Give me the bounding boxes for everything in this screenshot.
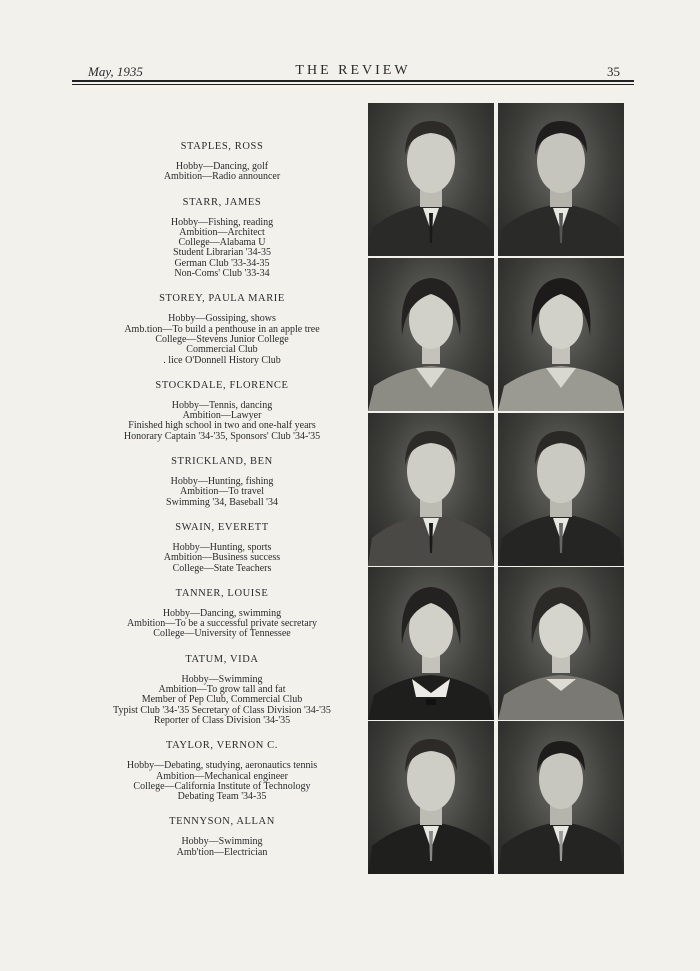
bio-line: Hobby—Dancing, swimming <box>162 607 282 619</box>
bio-line: Ambition—To grow tall and fat <box>158 684 286 696</box>
bio-line: Hobby—Debating, studying, aeronautics tennis <box>126 760 318 772</box>
bio-line: Non-Coms' Club '33-34 <box>174 268 270 280</box>
issue-date: May, 1935 <box>88 64 143 79</box>
bio-line: Amb.tion—To build a penthouse in an apple tree <box>124 323 320 335</box>
page-header <box>72 62 634 82</box>
student-name: TANNER, LOUISE <box>175 587 269 599</box>
student-name: TAYLOR, VERNON C. <box>165 740 279 752</box>
bio-line: Ambition—To be a successful private secretary <box>126 618 318 630</box>
bio-line: Hobby—Hunting, fishing <box>170 476 274 488</box>
student-name: STAPLES, ROSS <box>180 141 264 152</box>
bio-line: Ambition—Architect <box>179 226 265 238</box>
bio-line: College—Stevens Junior College <box>155 333 289 345</box>
bio-line: Hobby—Hunting, sports <box>172 541 272 553</box>
student-entry <box>76 292 368 365</box>
bio-line: Honorary Captain '34-'35, Sponsors' Club '34-'35 <box>123 430 321 442</box>
portrait-photo <box>498 721 624 874</box>
bio-line: Ambition—Lawyer <box>182 410 262 422</box>
student-entry <box>76 379 368 442</box>
bio-line: Typist Club '34-'35 Secretary of Class Division '34-'35 <box>113 704 331 716</box>
student-entry <box>76 587 368 640</box>
student-entry <box>76 815 368 858</box>
portrait-photo <box>498 258 624 411</box>
portrait-grid <box>368 103 624 873</box>
bio-line: Ambition—Radio announcer <box>163 171 281 183</box>
student-entry <box>76 521 368 574</box>
student-name: STOCKDALE, FLORENCE <box>155 379 289 391</box>
bio-line: Commercial Club <box>186 344 258 356</box>
bio-line: Debating Team '34-35 <box>177 791 267 803</box>
bio-line: College—Alabama U <box>178 237 266 249</box>
portrait-photo <box>368 413 494 566</box>
bio-line: Hobby—Gossiping, shows <box>168 313 276 325</box>
bio-line: . lice O'Donnell History Club <box>163 354 281 366</box>
bio-line: Hobby—Fishing, reading <box>170 216 274 228</box>
portrait-photo <box>498 567 624 720</box>
portrait-photo <box>498 413 624 566</box>
bio-line: Hobby—Swimming <box>181 836 263 848</box>
student-entry <box>76 196 368 280</box>
student-entry <box>76 739 368 802</box>
student-entry <box>76 455 368 508</box>
bio-line: Swimming '34, Baseball '34 <box>166 496 278 508</box>
bio-line: Amb'tion—Electrician <box>176 846 268 858</box>
bio-line: College—University of Tennessee <box>153 628 291 640</box>
portrait-photo <box>368 103 494 256</box>
portrait-photo <box>498 103 624 256</box>
student-name: SWAIN, EVERETT <box>175 521 269 533</box>
bio-line: Ambition—To travel <box>179 486 264 498</box>
student-bios <box>76 140 368 871</box>
portrait-photo <box>368 721 494 874</box>
student-name: TENNYSON, ALLAN <box>169 816 275 828</box>
student-name: STARR, JAMES <box>182 196 262 208</box>
student-entry <box>76 140 368 183</box>
bio-line: Hobby—Tennis, dancing <box>171 399 273 411</box>
bio-line: College—State Teachers <box>172 562 272 574</box>
publication-title: THE REVIEW <box>295 63 411 78</box>
student-entry <box>76 653 368 726</box>
bio-line: Reporter of Class Division '34-'35 <box>153 714 291 726</box>
header-rule-thin <box>72 84 634 85</box>
portrait-photo <box>368 258 494 411</box>
bio-line: Student Librarian '34-35 <box>173 247 271 259</box>
bio-line: Hobby—Dancing, golf <box>175 161 269 172</box>
student-name: STRICKLAND, BEN <box>171 456 273 468</box>
student-name: STOREY, PAULA MARIE <box>159 293 285 305</box>
portrait-photo <box>368 567 494 720</box>
bio-line: Hobby—Swimming <box>181 673 263 685</box>
bio-line: German Club '33-34-35 <box>174 257 270 269</box>
page-number: 35 <box>607 64 620 79</box>
bio-line: Ambition—Mechanical engineer <box>156 770 288 782</box>
student-name: TATUM, VIDA <box>185 653 259 665</box>
bio-line: Finished high school in two and one-half years <box>128 420 316 432</box>
bio-line: Ambition—Business success <box>163 552 281 564</box>
bio-line: College—California Institute of Technology <box>133 780 311 792</box>
header-rule <box>72 80 634 82</box>
bio-line: Member of Pep Club, Commercial Club <box>141 694 303 706</box>
